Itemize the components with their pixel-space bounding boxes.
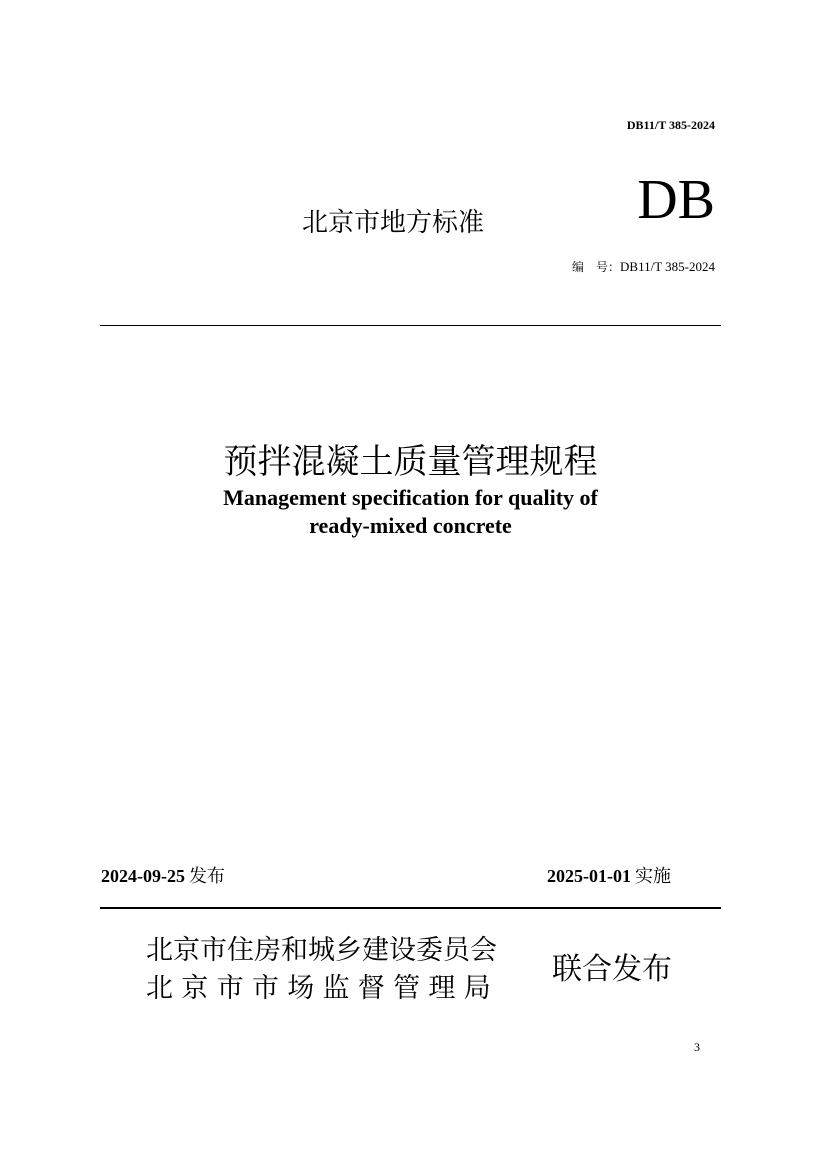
implementation-date-label: 实施 [635,866,671,887]
title-english-line-1: Management specification for quality of [223,485,598,510]
top-divider [100,325,721,326]
title-block [100,440,721,540]
standard-type-heading: 北京市地方标准 [302,208,485,238]
page-number: 3 [694,1040,700,1054]
db-logo: DB [637,169,715,231]
bottom-divider [100,907,721,909]
issue-date-label: 发布 [189,866,225,887]
standard-number-value: DB11/T 385-2024 [620,259,715,274]
standard-number-label: 编 号： [572,260,621,274]
issue-date-value: 2024-09-25 [101,866,185,886]
standard-number [572,258,715,275]
standard-code-top: DB11/T 385-2024 [626,118,715,132]
publisher-housing-commission: 北京市住房和城乡建设委员会 [146,935,497,966]
publisher-market-regulation: 北京市市场监督管理局 [146,973,499,1004]
title-english-line-2: ready-mixed concrete [309,513,512,538]
implementation-date [547,862,671,888]
implementation-date-value: 2025-01-01 [547,866,631,886]
joint-release-label: 联合发布 [552,952,672,987]
issue-date [101,862,225,888]
title-chinese: 预拌混凝土质量管理规程 [223,442,598,482]
